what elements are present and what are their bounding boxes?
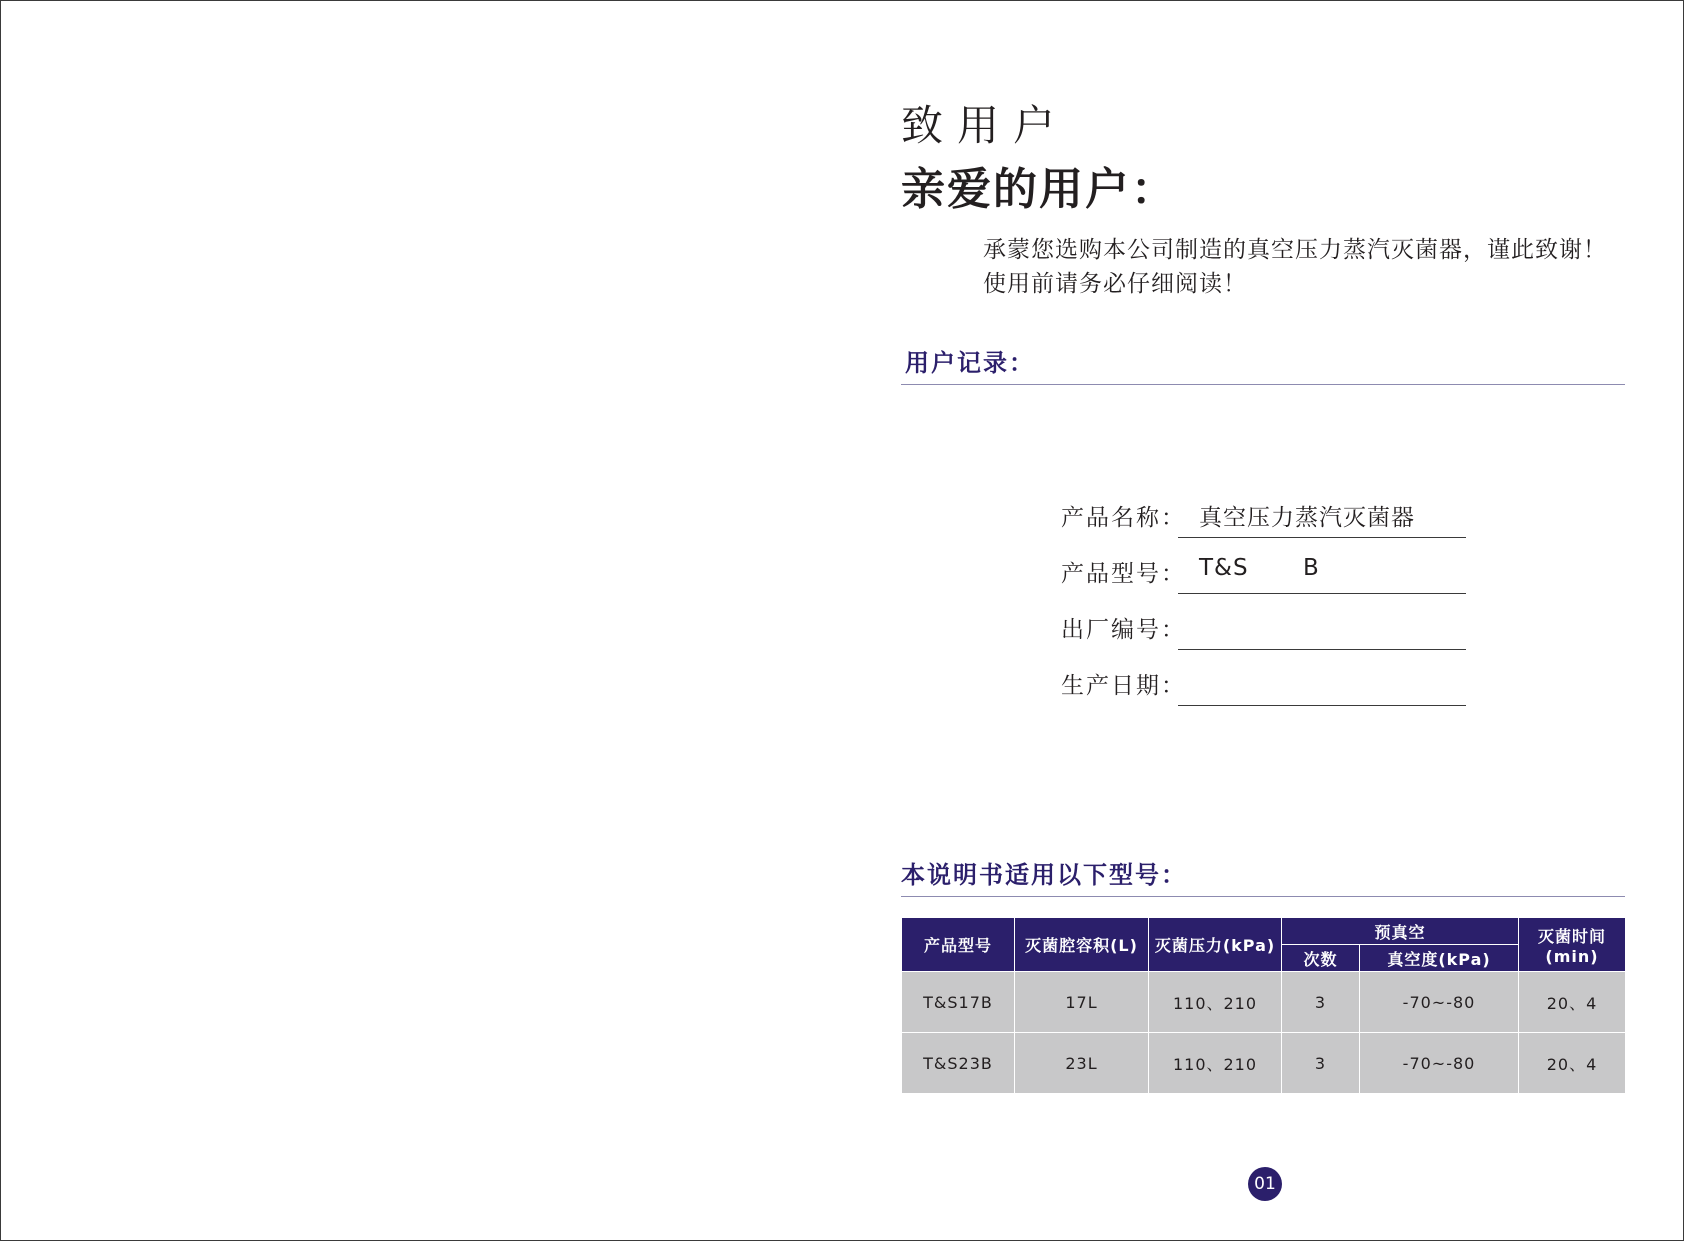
header-vacuum: 真空度(kPa) <box>1360 945 1519 972</box>
field-underline <box>1178 593 1466 594</box>
cell-count: 3 <box>1282 1033 1360 1094</box>
page-title: 致用户 <box>901 101 1070 150</box>
field-value: T&S <box>1199 555 1249 581</box>
cell-time: 20、4 <box>1519 972 1626 1033</box>
field-value-suffix: B <box>1303 555 1319 581</box>
field-underline <box>1178 537 1466 538</box>
cell-vacuum: -70~-80 <box>1360 972 1519 1033</box>
cell-model: T&S23B <box>902 1033 1015 1094</box>
table-row <box>902 1033 1626 1094</box>
user-record-heading-text: 用户记录： <box>905 349 1035 377</box>
header-time-line-1: 灭菌时间 <box>1538 926 1607 946</box>
cell-vacuum: -70~-80 <box>1360 1033 1519 1094</box>
intro-line-1: 承蒙您选购本公司制造的真空压力蒸汽灭菌器，谨此致谢！ <box>983 237 1607 263</box>
field-label: 产品名称： <box>1061 505 1186 531</box>
greeting: 亲爱的用户： <box>901 164 1177 215</box>
cell-model: T&S17B <box>902 972 1015 1033</box>
field-value: 真空压力蒸汽灭菌器 <box>1199 505 1415 531</box>
field-underline <box>1178 705 1466 706</box>
field-label: 产品型号： <box>1061 561 1186 587</box>
field-underline <box>1178 649 1466 650</box>
header-time-line-2: (min) <box>1545 946 1599 966</box>
cell-volume: 23L <box>1015 1033 1149 1094</box>
right-page <box>901 1 1631 1240</box>
cell-count: 3 <box>1282 972 1360 1033</box>
models-heading <box>901 855 1625 897</box>
header-pressure: 灭菌压力(kPa) <box>1149 918 1282 972</box>
models-heading-text: 本说明书适用以下型号： <box>901 861 1187 889</box>
header-count: 次数 <box>1282 945 1360 972</box>
cell-pressure: 110、210 <box>1149 1033 1282 1094</box>
field-label: 生产日期： <box>1061 673 1186 699</box>
intro-line-2: 使用前请务必仔细阅读！ <box>983 271 1247 297</box>
models-table <box>901 917 1626 1094</box>
header-prevacuum: 预真空 <box>1282 918 1519 945</box>
table-header-row <box>902 918 1626 945</box>
cell-volume: 17L <box>1015 972 1149 1033</box>
page-number-badge: 01 <box>1248 1167 1282 1201</box>
cell-pressure: 110、210 <box>1149 972 1282 1033</box>
table-row <box>902 972 1626 1033</box>
header-volume: 灭菌腔容积(L) <box>1015 918 1149 972</box>
field-label: 出厂编号： <box>1061 617 1186 643</box>
user-record-heading <box>901 343 1625 385</box>
header-time <box>1519 918 1626 972</box>
cell-time: 20、4 <box>1519 1033 1626 1094</box>
intro-text <box>983 233 1607 301</box>
header-model: 产品型号 <box>902 918 1015 972</box>
